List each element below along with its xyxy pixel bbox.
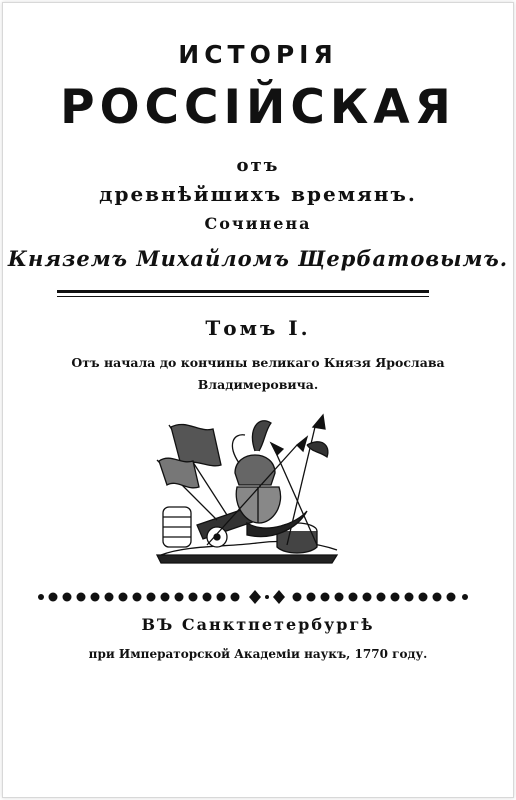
volume-subtitle-line-2: Владимеровича.	[197, 377, 319, 392]
double-rule-thick	[57, 290, 429, 293]
fleuron-border-icon	[35, 587, 475, 607]
double-rule-thin	[57, 296, 429, 297]
imprint-place: ВЪ Санктпетербургѣ	[141, 615, 375, 634]
title-line-4: древнѣйшихъ времянъ.	[99, 182, 417, 206]
composed-by: Сочинена	[204, 214, 312, 233]
title-line-2: РОССІЙСКАЯ	[60, 80, 456, 135]
volume-label: Томъ I.	[205, 316, 311, 340]
title-line-1: ИСТОРІЯ	[178, 40, 338, 69]
imprint-details: при Императорской Академіи наукъ, 1770 году.	[88, 647, 428, 661]
volume-subtitle-line-1: Отъ начала до кончины великаго Князя Ярослава	[71, 355, 445, 370]
title-line-3: отъ	[236, 155, 280, 176]
military-trophy-vignette-icon	[147, 405, 347, 570]
author-name: Княземъ Михайломъ Щербатовымъ.	[7, 246, 509, 271]
